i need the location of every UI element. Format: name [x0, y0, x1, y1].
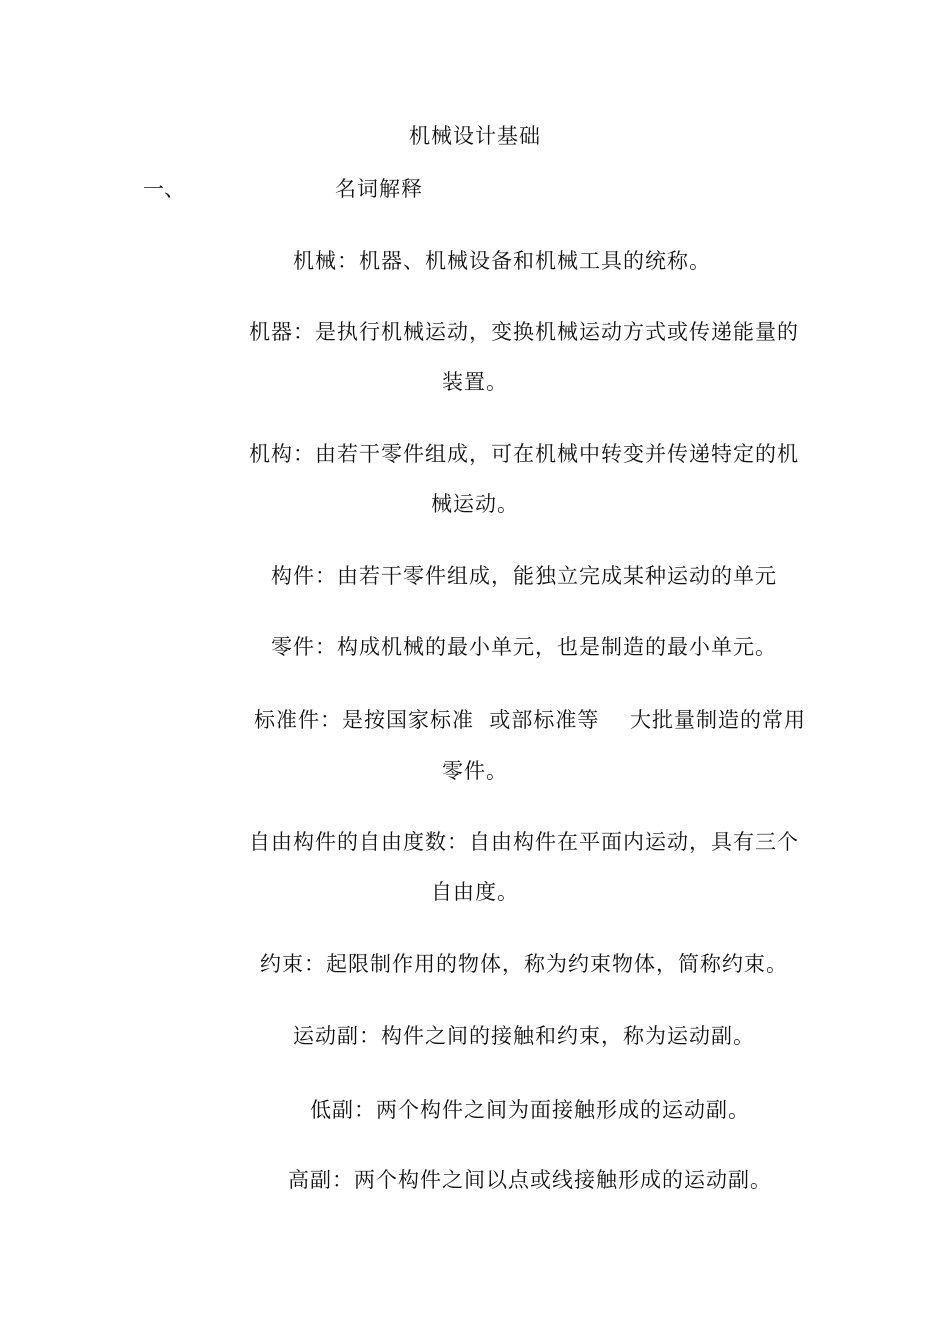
- definition-degrees-of-freedom: 自由构件的自由度数：自由构件在平面内运动，具有三个: [249, 830, 799, 854]
- definition-mechanism: 机构：由若干零件组成，可在机械中转变并传递特定的机: [249, 442, 799, 466]
- section-number: 一、: [143, 177, 185, 201]
- definition-standard-part-cont: 零件。: [442, 759, 508, 783]
- definition-mechanism-cont: 械运动。: [431, 492, 519, 516]
- definition-degrees-of-freedom-cont: 自由度。: [431, 880, 519, 904]
- definition-standard-part: 标准件：是按国家标准 或部标准等 大批量制造的常用: [254, 708, 807, 732]
- document-title: 机械设计基础: [409, 124, 541, 148]
- definition-constraint: 约束：起限制作用的物体，称为约束物体，简称约束。: [260, 952, 788, 976]
- definition-machinery: 机械：机器、机械设备和机械工具的统称。: [293, 249, 711, 273]
- definition-machine-cont: 装置。: [442, 370, 508, 394]
- definition-machine: 机器：是执行机械运动，变换机械运动方式或传递能量的: [249, 320, 799, 344]
- definition-component: 构件：由若干零件组成，能独立完成某种运动的单元: [271, 564, 777, 588]
- definition-part: 零件：构成机械的最小单元，也是制造的最小单元。: [271, 635, 777, 659]
- section-title: 名词解释: [335, 177, 423, 201]
- definition-kinematic-pair: 运动副：构件之间的接触和约束，称为运动副。: [293, 1024, 755, 1048]
- definition-lower-pair: 低副：两个构件之间为面接触形成的运动副。: [310, 1098, 750, 1122]
- definition-higher-pair: 高副：两个构件之间以点或线接触形成的运动副。: [288, 1168, 772, 1192]
